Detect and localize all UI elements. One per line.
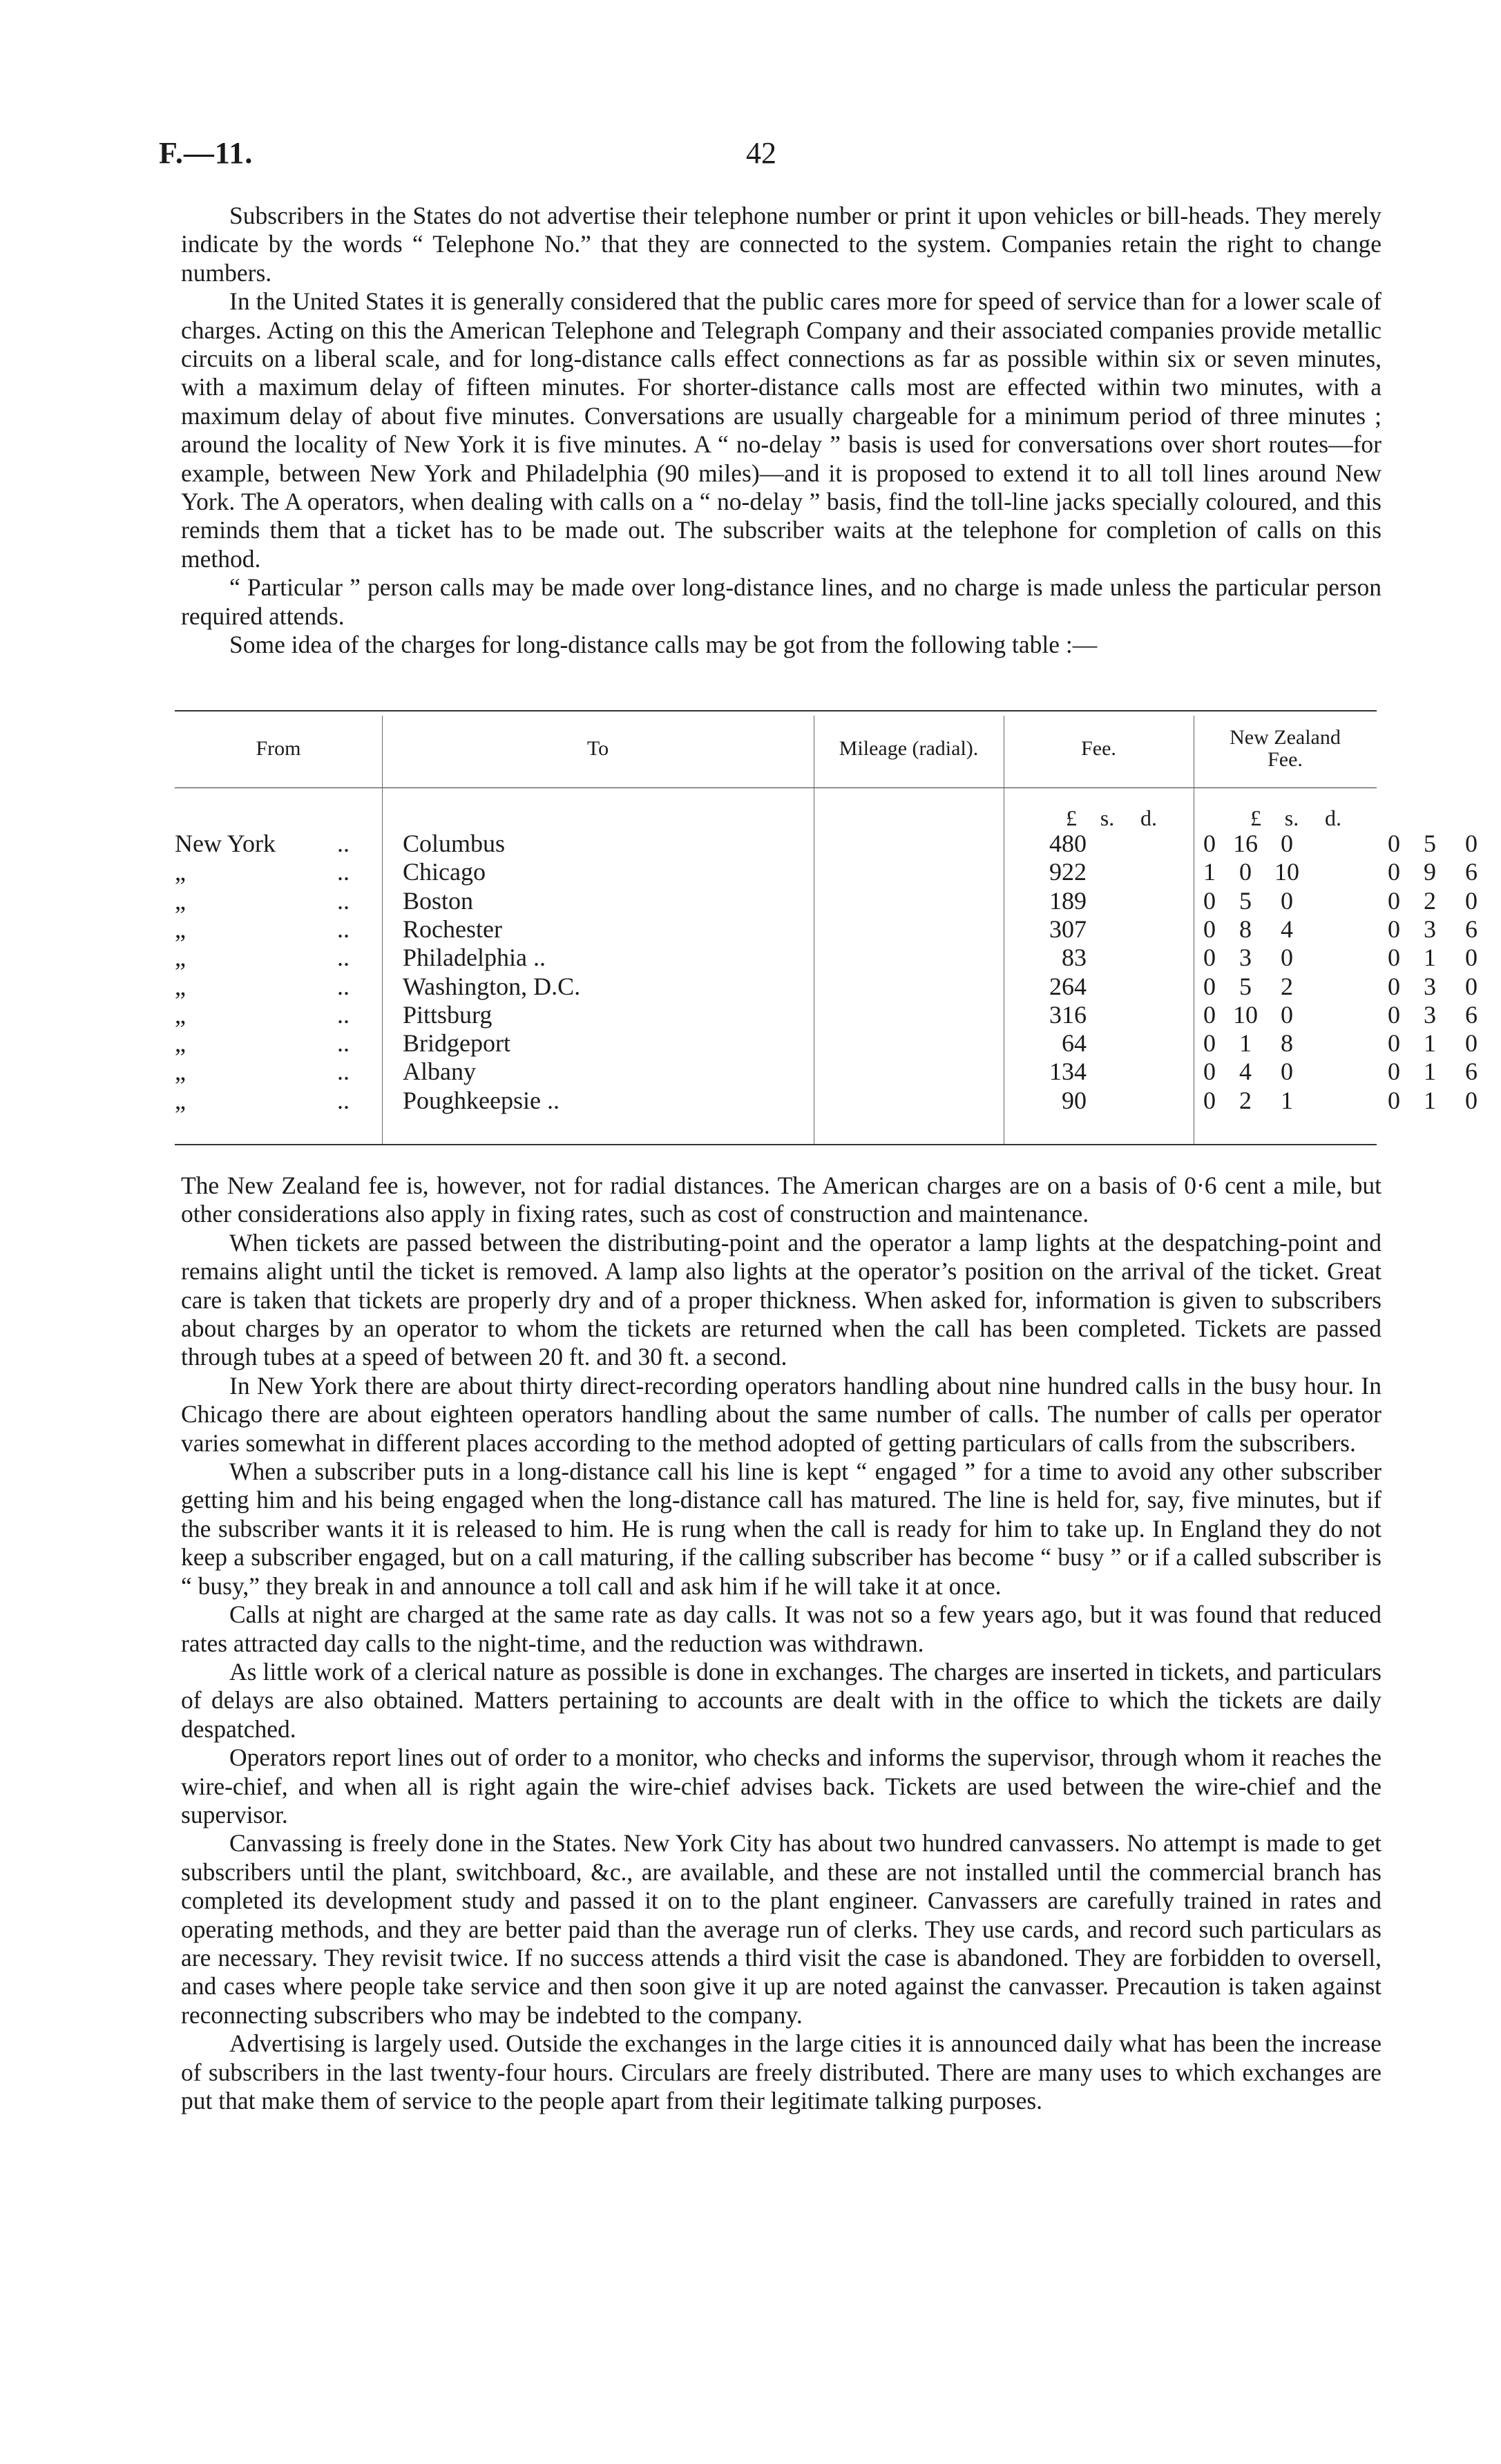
- mileage-cell: 90: [1062, 1086, 1087, 1114]
- charges-table: [175, 710, 1478, 1147]
- paragraph: “ Particular ” person calls may be made over long-distance lines, and no charge is made unless the particular person required attends.: [181, 573, 1382, 630]
- pounds-caption: £: [1066, 805, 1077, 830]
- to-cell: Philadelphia ..: [403, 944, 546, 972]
- pence-value: 8: [1281, 1029, 1293, 1058]
- to-cell: Pittsburg: [403, 1000, 493, 1029]
- shillings-value: 2: [1239, 1086, 1252, 1114]
- table-row: [175, 829, 1478, 857]
- body-text: [181, 1172, 1382, 2115]
- paragraph: When a subscriber puts in a long-distance call his line is kept “ engaged ” for a time to avoid any other subscriber getting him and his being engaged when the long-distance call has matured. The line is held for, say, five minutes, but if the subscriber wants it it is released to him. He is rung when the call is ready for him to take up. In England they do not keep a subscriber engaged, but on a call maturing, if the calling subscriber has become “ busy ” or if a called subscriber is “ busy,” they break in and announce a toll call and ask him if he will take it at once.: [181, 1458, 1382, 1600]
- pence-value: 6: [1465, 1058, 1478, 1086]
- to-cell: Washington, D.C.: [403, 972, 581, 1000]
- mileage-cell: 316: [1049, 1000, 1087, 1029]
- from-cell: „: [175, 944, 186, 972]
- to-cell: Rochester: [403, 915, 502, 943]
- shillings-value: 1: [1424, 944, 1436, 972]
- table-row: [175, 886, 1478, 915]
- pence-value: 0: [1465, 886, 1478, 915]
- pounds-value: 0: [1388, 830, 1400, 857]
- pounds-value: 0: [1203, 1029, 1216, 1058]
- pounds-value: 0: [1203, 1086, 1216, 1114]
- to-cell: Bridgeport: [403, 1029, 510, 1058]
- header-mileage: Mileage (radial).: [839, 737, 979, 760]
- shillings-value: 5: [1239, 972, 1252, 1000]
- pence-value: 0: [1465, 1029, 1478, 1058]
- leader-dots: ..: [337, 1029, 350, 1058]
- pounds-value: 0: [1388, 858, 1400, 886]
- table-row: [175, 972, 1478, 1000]
- table-row: [175, 857, 1478, 886]
- table-row: [175, 915, 1478, 943]
- to-cell: Boston: [403, 886, 474, 915]
- shillings-value: 16: [1233, 830, 1258, 857]
- to-cell: Columbus: [403, 830, 506, 857]
- from-cell: „: [175, 1029, 186, 1058]
- pounds-value: 0: [1388, 915, 1400, 943]
- leader-dots: ..: [337, 858, 350, 886]
- shillings-caption: s.: [1100, 805, 1115, 830]
- from-cell: „: [175, 858, 186, 886]
- intro-text: [181, 202, 1382, 660]
- header-nz-fee-line2: Fee.: [1268, 748, 1303, 771]
- shillings-value: 1: [1424, 1086, 1436, 1114]
- pence-value: 0: [1465, 972, 1478, 1000]
- paragraph: Operators report lines out of order to a monitor, who checks and informs the supervisor, through whom it reaches the wire-chief, and when all is right again the wire-chief advises back. Tickets are used between the wire-chief and the supervisor.: [181, 1744, 1382, 1828]
- header-to: To: [586, 737, 609, 760]
- pounds-value: 0: [1388, 1029, 1400, 1058]
- paragraph: When tickets are passed between the distributing-point and the operator a lamp lights at the despatching-point and remains alight until the ticket is removed. A lamp also lights at the operator’s position on the arrival of the ticket. Great care is taken that tickets are properly dry and of a proper thickness. When asked for, information is given to subscribers about charges by an operator to whom the tickets are returned when the call has been completed. Tickets are passed through tubes at a speed of between 20 ft. and 30 ft. a second.: [181, 1228, 1382, 1371]
- page-number: 42: [746, 136, 776, 170]
- table-row: [175, 1057, 1478, 1086]
- mileage-cell: 64: [1062, 1029, 1087, 1058]
- leader-dots: ..: [337, 944, 350, 972]
- leader-dots: ..: [337, 915, 350, 943]
- shillings-value: 5: [1424, 830, 1436, 857]
- to-cell: Chicago: [403, 858, 486, 886]
- pounds-value: 0: [1203, 944, 1216, 972]
- shillings-value: 10: [1233, 1000, 1258, 1029]
- from-cell: „: [175, 886, 186, 915]
- paragraph: As little work of a clerical nature as possible is done in exchanges. The charges are inserted in tickets, and particulars of delays are also obtained. Matters pertaining to accounts are dealt with in the office to which the tickets are daily despatched.: [181, 1657, 1382, 1743]
- header-nz-fee-line1: New Zealand: [1230, 726, 1341, 749]
- from-cell: New York: [175, 830, 276, 857]
- shillings-caption: s.: [1284, 805, 1299, 830]
- leader-dots: ..: [337, 1000, 350, 1029]
- pounds-value: 0: [1203, 915, 1216, 943]
- pence-value: 0: [1465, 830, 1478, 857]
- pounds-value: 0: [1203, 886, 1216, 915]
- pounds-value: 0: [1388, 1058, 1400, 1086]
- mileage-cell: 189: [1049, 886, 1087, 915]
- pence-value: 10: [1274, 858, 1299, 886]
- paragraph: Canvassing is freely done in the States. New York City has about two hundred canvassers. No attempt is made to get subscribers until the plant, switchboard, &c., are available, and these are not installed until the commercial branch has completed its development study and passed it on to the plant engineer. Canvassers are carefully trained in rates and operating methods, and they are better paid than the average run of clerks. They use cards, and record such particulars as are necessary. They revisit twice. If no success attends a third visit the case is abandoned. They are forbidden to oversell, and cases where people take service and then soon give it up are noted against the canvasser. Precaution is taken against reconnecting subscribers who may be indebted to the company.: [181, 1829, 1382, 2029]
- shillings-value: 3: [1424, 915, 1436, 943]
- from-cell: „: [175, 915, 186, 943]
- from-cell: „: [175, 1000, 186, 1029]
- mileage-cell: 264: [1049, 972, 1087, 1000]
- to-cell: Poughkeepsie ..: [403, 1086, 560, 1114]
- shillings-value: 1: [1424, 1058, 1436, 1086]
- paragraph: The New Zealand fee is, however, not for radial distances. The American charges are on a basis of 0·6 cent a mile, but other considerations also apply in fixing rates, such as cost of construction and maintenance.: [181, 1172, 1382, 1228]
- mileage-cell: 83: [1062, 944, 1087, 972]
- pounds-value: 0: [1388, 972, 1400, 1000]
- shillings-value: 2: [1424, 886, 1436, 915]
- shillings-value: 4: [1239, 1058, 1252, 1086]
- paragraph: Subscribers in the States do not advertise their telephone number or print it upon vehicles or bill-heads. They merely indicate by the words “ Telephone No.” that they are connected to the system. Companies retain the right to change numbers.: [181, 202, 1382, 287]
- leader-dots: ..: [337, 830, 350, 857]
- header-from: From: [256, 737, 301, 760]
- pence-value: 4: [1281, 915, 1293, 943]
- mileage-cell: 307: [1049, 915, 1087, 943]
- pence-value: 0: [1281, 944, 1293, 972]
- leader-dots: ..: [337, 972, 350, 1000]
- from-cell: „: [175, 1086, 186, 1114]
- paragraph: In the United States it is generally considered that the public cares more for speed of service than for a lower scale of charges. Acting on this the American Telephone and Telegraph Company and their associated companies provide metallic circuits on a liberal scale, and for long-distance calls effect connections as far as possible within six or seven minutes, with a maximum delay of fifteen minutes. For shorter-distance calls most are effected within two minutes, with a maximum delay of about five minutes. Conversations are usually chargeable for a minimum period of three minutes ; around the locality of New York it is five minutes. A “ no-delay ” basis is used for conversations over short routes—for example, between New York and Philadelphia (90 miles)—and it is proposed to extend it to all toll lines around New York. The A operators, when dealing with calls on a “ no-delay ” basis, find the toll-line jacks specially coloured, and this reminds them that a ticket has to be made out. The subscriber waits at the telephone for completion of calls on this method.: [181, 287, 1382, 573]
- paragraph: Calls at night are charged at the same rate as day calls. It was not so a few years ago, but it was found that reduced rates attracted day calls to the night-time, and the reduction was withdrawn.: [181, 1601, 1382, 1657]
- paragraph: Some idea of the charges for long-distance calls may be got from the following table :—: [229, 631, 1098, 659]
- pence-value: 2: [1281, 972, 1293, 1000]
- to-cell: Albany: [403, 1058, 476, 1086]
- pence-value: 0: [1465, 1086, 1478, 1114]
- pence-value: 6: [1465, 858, 1478, 886]
- pounds-value: 1: [1203, 858, 1216, 886]
- table-bottom-rule: [175, 1144, 1377, 1145]
- page-header: [159, 135, 1342, 177]
- table-row: [175, 1086, 1478, 1114]
- shillings-value: 9: [1424, 858, 1436, 886]
- table-row: [175, 1000, 1478, 1029]
- shillings-value: 3: [1424, 972, 1436, 1000]
- paragraph: Advertising is largely used. Outside the exchanges in the large cities it is announced daily what has been the increase of subscribers in the last twenty-four hours. Circulars are freely distributed. There are many uses to which exchanges are put that make them of service to the people apart from their legitimate talking purposes.: [181, 2030, 1382, 2114]
- header-nz-fee: [1194, 727, 1377, 771]
- shillings-value: 8: [1239, 915, 1252, 943]
- pence-value: 1: [1281, 1086, 1293, 1114]
- pence-value: 6: [1465, 1000, 1478, 1029]
- pounds-value: 0: [1203, 972, 1216, 1000]
- pounds-caption: £: [1250, 805, 1261, 830]
- table-header-rule: [175, 787, 1377, 788]
- pounds-value: 0: [1203, 830, 1216, 857]
- paragraph: In New York there are about thirty direct-recording operators handling about nine hundred calls in the busy hour. In Chicago there are about eighteen operators handling about the same number of calls. The number of calls per operator varies somewhat in different places according to the method adopted of getting particulars of calls from the subscribers.: [181, 1371, 1382, 1457]
- shillings-value: 1: [1239, 1029, 1252, 1058]
- mileage-cell: 134: [1049, 1058, 1087, 1086]
- pounds-value: 0: [1388, 1086, 1400, 1114]
- shillings-value: 1: [1424, 1029, 1436, 1058]
- from-cell: „: [175, 972, 186, 1000]
- table-row: [175, 1029, 1478, 1058]
- mileage-cell: 480: [1049, 830, 1087, 857]
- pence-caption: d.: [1325, 805, 1341, 830]
- pounds-value: 0: [1203, 1058, 1216, 1086]
- table-row: [175, 943, 1478, 972]
- leader-dots: ..: [337, 886, 350, 915]
- document-reference: F.—11.: [159, 136, 254, 170]
- pence-value: 0: [1281, 830, 1293, 857]
- pence-caption: d.: [1140, 805, 1157, 830]
- shillings-value: 5: [1239, 886, 1252, 915]
- pounds-value: 0: [1388, 886, 1400, 915]
- pence-value: 0: [1281, 886, 1293, 915]
- shillings-value: 3: [1239, 944, 1252, 972]
- shillings-value: 3: [1424, 1000, 1436, 1029]
- pounds-value: 0: [1388, 1000, 1400, 1029]
- table-top-rule: [175, 710, 1377, 711]
- pence-value: 0: [1465, 944, 1478, 972]
- pounds-value: 0: [1203, 1000, 1216, 1029]
- leader-dots: ..: [337, 1058, 350, 1086]
- shillings-value: 0: [1239, 858, 1252, 886]
- mileage-cell: 922: [1049, 858, 1087, 886]
- pence-value: 0: [1281, 1000, 1293, 1029]
- pence-value: 0: [1281, 1058, 1293, 1086]
- from-cell: „: [175, 1058, 186, 1086]
- header-fee: Fee.: [1081, 737, 1116, 760]
- pounds-value: 0: [1388, 944, 1400, 972]
- leader-dots: ..: [337, 1086, 350, 1114]
- pence-value: 6: [1465, 915, 1478, 943]
